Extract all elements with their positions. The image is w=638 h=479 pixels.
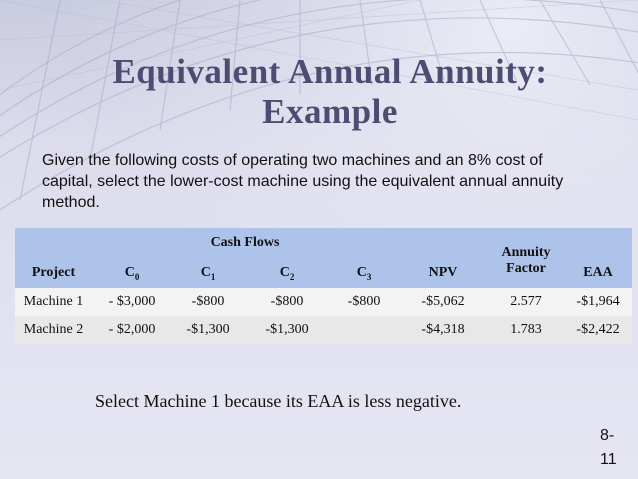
annuity-factor-header-line-2: Factor xyxy=(506,261,546,276)
table-row xyxy=(15,288,632,316)
table-header-row-group xyxy=(15,228,632,258)
c1-cell: -$1,300 xyxy=(172,316,244,344)
c3-cell xyxy=(330,316,398,344)
c3-cell: -$800 xyxy=(330,288,398,316)
npv-cell: -$4,318 xyxy=(398,316,488,344)
c1-header: $C_1$ xyxy=(200,264,216,282)
page-number-line-1: 8- xyxy=(600,427,615,444)
c2-cell: -$1,300 xyxy=(244,316,330,344)
c0-header: $C_0$ xyxy=(124,264,140,282)
c3-header: $C_3$ xyxy=(356,264,372,282)
c2-header: $C_2$ xyxy=(279,264,295,282)
cash-flows-header: Cash Flows xyxy=(210,235,280,250)
eaa-cell: -$2,422 xyxy=(564,316,632,344)
annuity-factor-header xyxy=(488,228,564,288)
annuity-factor-cell: 2.577 xyxy=(488,288,564,316)
intro-text: Given the following costs of operating two machines and an 8% cost of capital, select the lower-cost machine using the equivalent annual annuity method. xyxy=(42,152,564,211)
eaa-cell: -$1,964 xyxy=(564,288,632,316)
annuity-factor-header-line-1: Annuity xyxy=(501,245,551,260)
project-cell: Machine 1 xyxy=(15,288,92,316)
page-number xyxy=(600,424,630,472)
c0-cell: - $2,000 xyxy=(92,316,172,344)
eaa-header: EAA xyxy=(583,265,613,280)
npv-cell: -$5,062 xyxy=(398,288,488,316)
annuity-factor-cell: 1.783 xyxy=(488,316,564,344)
c0-cell: - $3,000 xyxy=(92,288,172,316)
project-header: Project xyxy=(31,265,76,280)
slide-title xyxy=(60,52,600,132)
table-row xyxy=(15,316,632,344)
c2-cell: -$800 xyxy=(244,288,330,316)
slide-title-line-1: Equivalent Annual Annuity: xyxy=(112,52,548,91)
c1-cell: -$800 xyxy=(172,288,244,316)
project-cell: Machine 2 xyxy=(15,316,92,344)
cash-flow-table xyxy=(15,228,632,344)
page-number-line-2: 11 xyxy=(600,451,617,468)
conclusion-text: Select Machine 1 because its EAA is less negative. xyxy=(95,391,462,411)
npv-header: NPV xyxy=(428,265,458,280)
slide-title-line-2: Example xyxy=(262,92,398,131)
